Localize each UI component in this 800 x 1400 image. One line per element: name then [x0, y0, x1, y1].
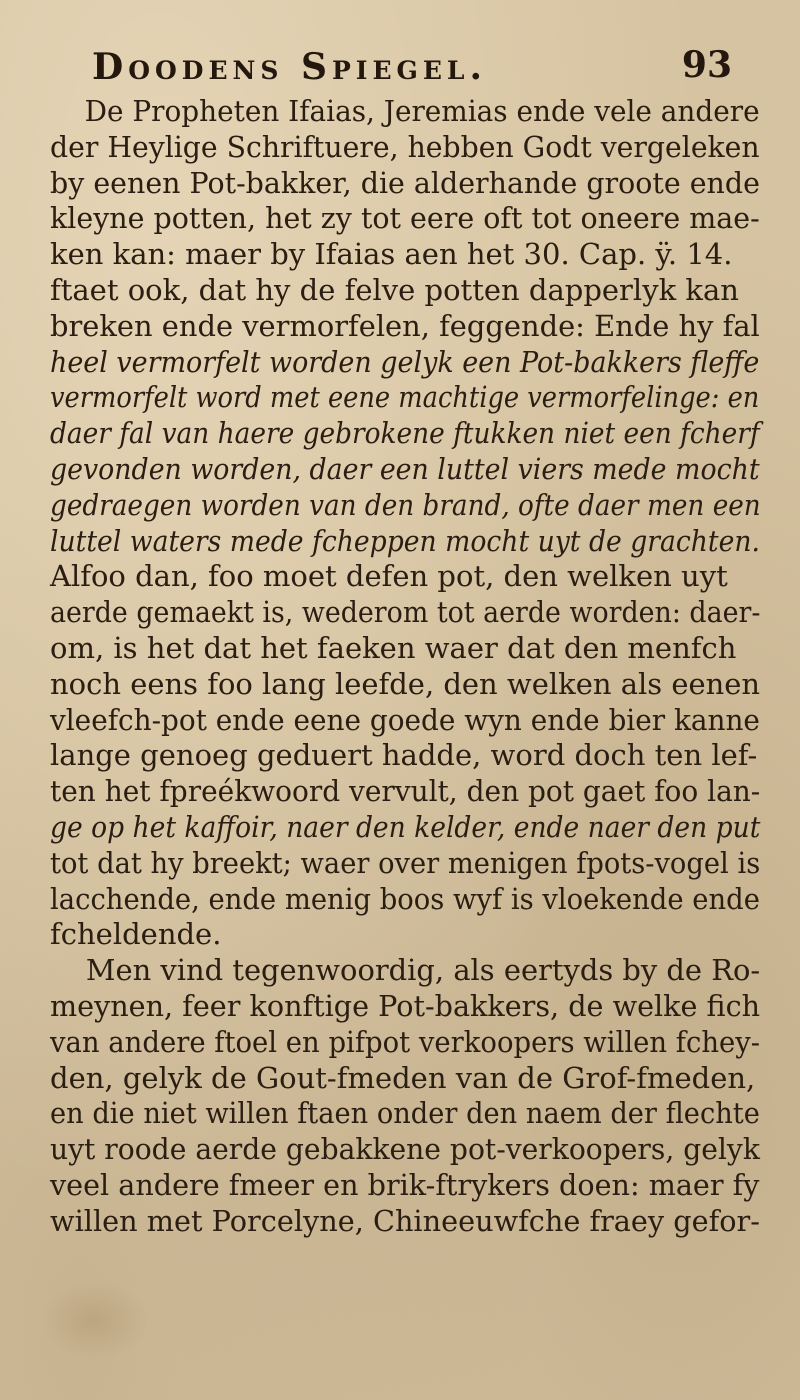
- text-line: vleefch-pot ende eene goede wyn ende bier kanne: [50, 702, 760, 737]
- text-line: lacchende, ende menig boos wyf is vloekende ende: [50, 881, 760, 916]
- text-line: willen met Porcelyne, Chineeuwfche fraey gefor-: [50, 1203, 760, 1238]
- text-line: noch eens foo lang leefde, den welken als eenen: [50, 666, 761, 701]
- body-text: [50, 94, 760, 1240]
- text-line: veel andere fmeer en brik-ftrykers doen: maer fy: [50, 1167, 760, 1202]
- text-line: aerde gemaekt is, wederom tot aerde worden: daer-: [50, 595, 761, 630]
- text-line: om, is het dat het faeken waer dat den menfch: [50, 630, 737, 665]
- text-line: heel vermorfelt worden gelyk een Pot-bakkers fleffe: [50, 344, 760, 379]
- text-line: Men vind tegenwoordig, als eertyds by de Ro-: [85, 953, 761, 988]
- text-line: De Propheten Ifaias, Jeremias ende vele andere: [84, 94, 760, 128]
- page-header: [50, 38, 760, 94]
- text-line: ftaet ook, dat hy de felve potten dapperlyk kan: [50, 272, 739, 307]
- page-number: 93: [681, 44, 732, 86]
- text-line: lange genoeg geduert hadde, word doch ten lef-: [50, 738, 758, 773]
- text-line: ten het fpreékwoord vervult, den pot gaet foo lan-: [50, 774, 761, 809]
- text-line: ge op het kaffoir, naer den kelder, ende naer den put: [50, 809, 761, 844]
- text-line: luttel waters mede fcheppen mocht uyt de grachten.: [50, 523, 760, 558]
- text-line: daer fal van haere gebrokene ftukken niet een fcherf: [50, 416, 760, 451]
- text-line: gevonden worden, daer een luttel viers mede mocht: [50, 451, 760, 486]
- text-line: tot dat hy breekt; waer over menigen fpots-vogel is: [50, 845, 761, 880]
- text-line: gedraegen worden van den brand, ofte daer men een: [50, 487, 761, 522]
- text-line: meynen, feer konftige Pot-bakkers, de welke fich: [50, 988, 761, 1023]
- text-line: ken kan: maer by Ifaias aen het 30. Cap. ÿ. 14.: [50, 237, 733, 272]
- text-line: uyt roode aerde gebakkene pot-verkoopers, gelyk: [50, 1132, 760, 1167]
- text-line: van andere ftoel en pifpot verkoopers willen fchey-: [50, 1024, 761, 1059]
- paper-stain: [40, 1280, 150, 1360]
- running-title: Doodens Spiegel.: [92, 46, 488, 88]
- text-line: den, gelyk de Gout-fmeden van de Grof-fmeden,: [50, 1060, 756, 1095]
- text-line: by eenen Pot-bakker, die alderhande groote ende: [50, 165, 760, 200]
- text-line: Alfoo dan, foo moet defen pot, den welken uyt: [50, 559, 728, 594]
- text-line: breken ende vermorfelen, feggende: Ende hy fal: [50, 308, 760, 343]
- text-line: fcheldende.: [50, 917, 222, 952]
- text-line: en die niet willen ftaen onder den naem der flechte: [50, 1096, 760, 1131]
- text-line: vermorfelt word met eene machtige vermorfelinge: en: [50, 380, 760, 415]
- text-line: der Heylige Schriftuere, hebben Godt vergeleken: [50, 129, 760, 164]
- text-line: kleyne potten, het zy tot eere oft tot oneere mae-: [50, 201, 760, 236]
